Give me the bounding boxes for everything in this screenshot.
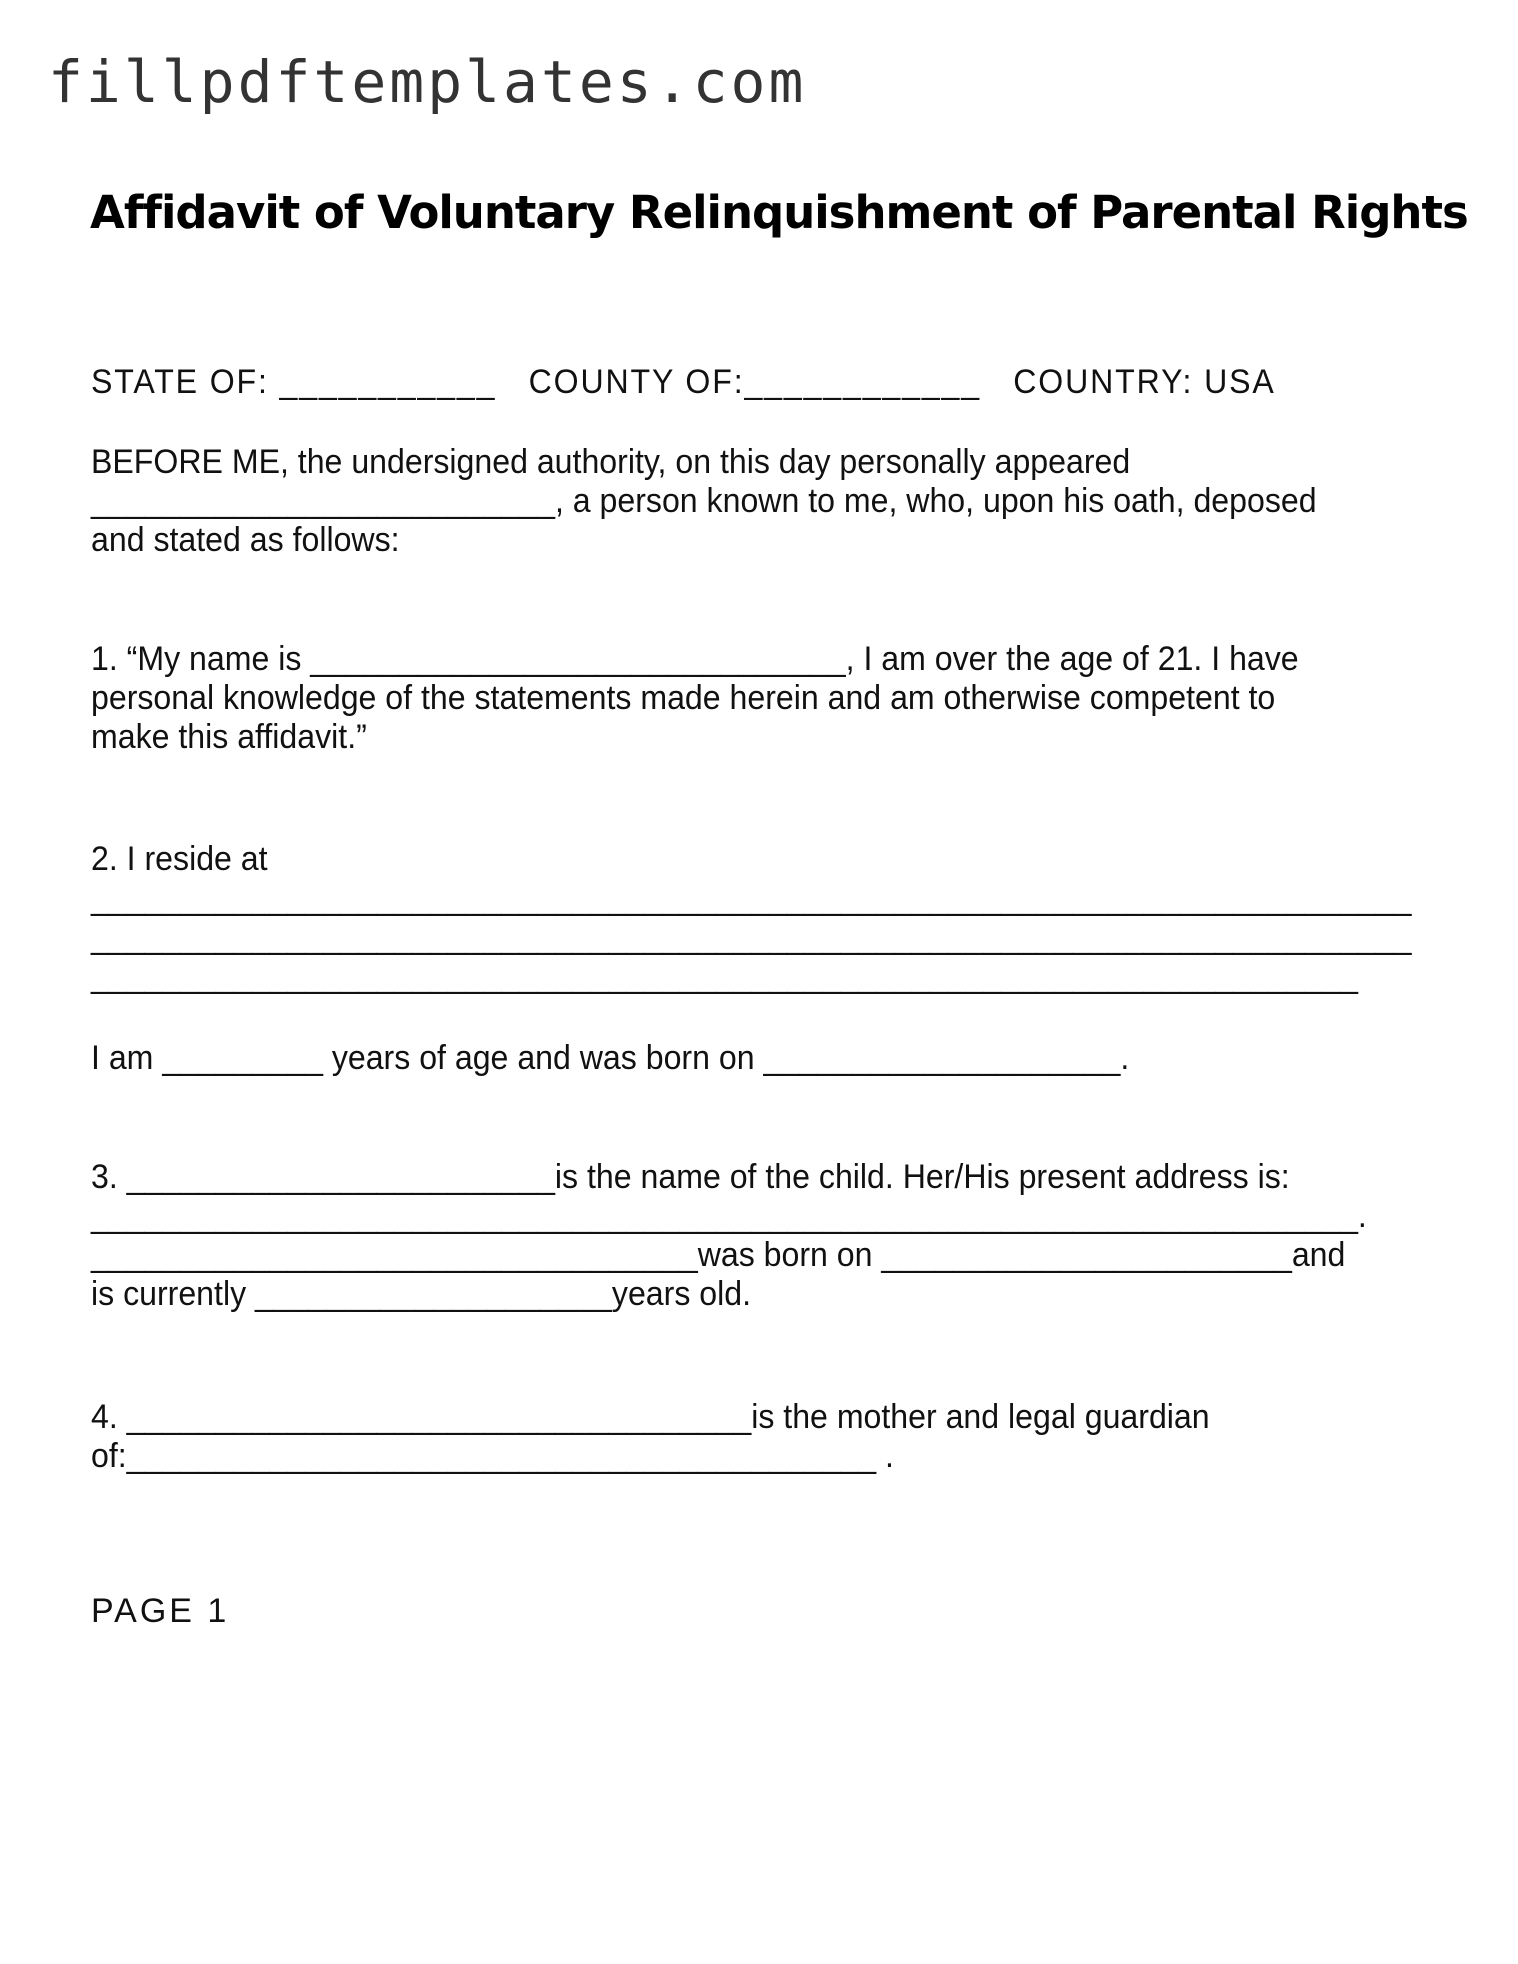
age-statement	[91, 1039, 1486, 1078]
paragraph-3	[91, 1158, 1486, 1314]
preamble-line: BEFORE ME, the undersigned authority, on this day personally appeared	[91, 443, 1131, 481]
paragraph-2	[91, 840, 1486, 996]
paragraph-1	[91, 640, 1486, 757]
jurisdiction-line	[91, 363, 1486, 402]
paragraph-3-line: __________________________________was born on _______________________and	[91, 1236, 1346, 1274]
paragraph-3-line: is currently ____________________years old.	[91, 1275, 752, 1313]
paragraph-1-line: 1. “My name is ______________________________, I am over the age of 21. I have	[91, 640, 1299, 678]
paragraph-4-line: of:__________________________________________ .	[91, 1437, 894, 1475]
paragraph-2-line: 2. I reside at	[91, 840, 268, 878]
paragraph-4-line: 4. ___________________________________is the mother and legal guardian	[91, 1398, 1210, 1436]
jurisdiction-text: STATE OF: ___________ COUNTY OF:____________ COUNTRY: USA	[91, 363, 1276, 401]
watermark: fillpdftemplates.com	[48, 48, 807, 116]
paragraph-4	[91, 1398, 1486, 1476]
paragraph-1-line: personal knowledge of the statements made herein and am otherwise competent to	[91, 679, 1276, 717]
age-line: I am _________ years of age and was born on ____________________.	[91, 1039, 1130, 1077]
paragraph-1-line: make this affidavit.”	[91, 718, 367, 756]
address-blank-line: __________________________________________________________________________	[91, 879, 1412, 917]
address-blank-line: __________________________________________________________________________	[91, 918, 1412, 956]
preamble-line: __________________________, a person known to me, who, upon his oath, deposed	[91, 482, 1317, 520]
preamble	[91, 443, 1486, 560]
paragraph-3-line: _______________________________________________________________________.	[91, 1197, 1367, 1235]
document-title: Affidavit of Voluntary Relinquishment of Parental Rights	[90, 186, 1468, 239]
page-number: PAGE 1	[91, 1592, 230, 1630]
address-blank-line: _______________________________________________________________________	[91, 957, 1358, 995]
preamble-line: and stated as follows:	[91, 521, 400, 559]
paragraph-3-line: 3. ________________________is the name of the child. Her/His present address is:	[91, 1158, 1290, 1196]
